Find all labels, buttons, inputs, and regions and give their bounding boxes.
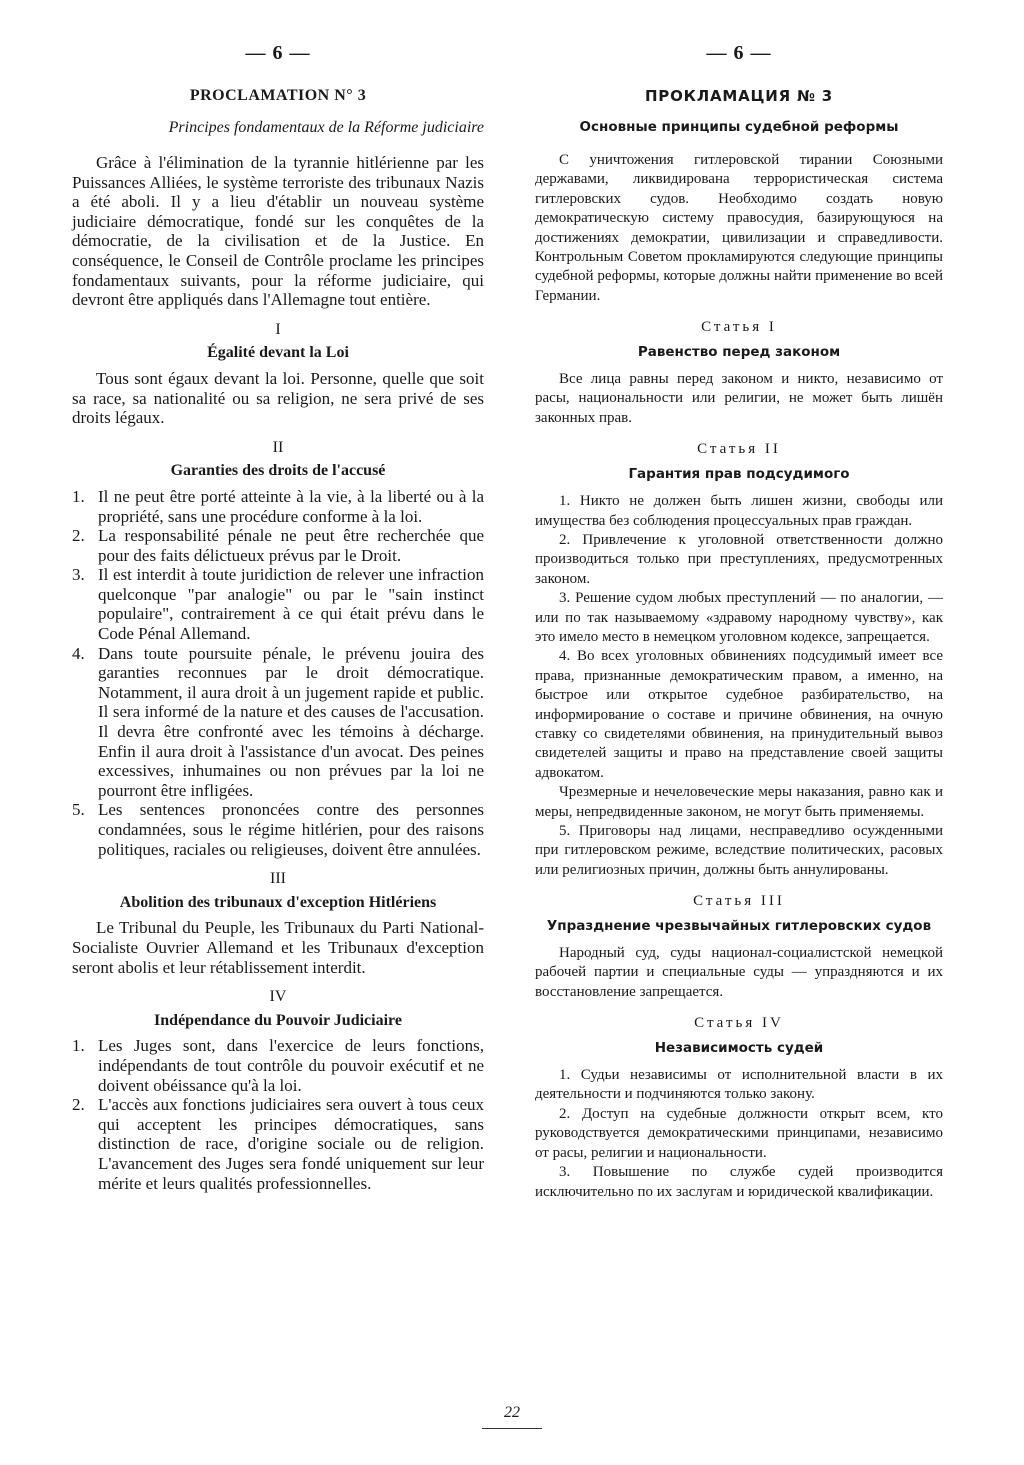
article-1-text-fr: Tous sont égaux devant la loi. Personne, quelle que soit sa race, sa nationalité ou sa religion, ne sera privé de ses droits légaux. xyxy=(72,368,484,428)
article-3-text-fr: Le Tribunal du Peuple, les Tribunaux du Parti National-Socialiste Ouvrier Allemand et les Tribunaux d'exception seront abolis et leur rétablissement interdit. xyxy=(72,918,484,977)
article-2-para-ru: 1. Никто не должен быть лишен жизни, свободы или имущества без соблюдения процессуальных прав граждан. xyxy=(535,493,943,529)
article-2-number-fr: II xyxy=(272,438,284,456)
article-4-para-ru: 3. Повышение по службе судей производится исключительно по их заслугам и юридической квалификации. xyxy=(535,1164,943,1200)
article-1-number-ru: Статья I xyxy=(701,319,777,336)
list-item: 2. L'accès aux fonctions judiciaires sera ouvert à tous ceux qui acceptent les principes démocratiques, sans distinction de race, d'origine sociale ou de religion. L'avancement des Juges sera fondé uniquement sur leur mérite et leurs qualités professionnelles. xyxy=(72,1095,484,1193)
article-2-para-ru: 5. Приговоры над лицами, несправедливо осужденными при гитлеровском режиме, вследствие политических, расовых или религиозных причин, должны быть аннулированы. xyxy=(535,823,943,878)
proclamation-subtitle-fr: Principes fondamentaux de la Réforme judiciaire xyxy=(168,119,484,136)
page-number-fr: — 6 — xyxy=(245,42,311,64)
article-1-number-fr: I xyxy=(275,320,281,338)
list-item: 3. Il est interdit à toute juridiction de relever une infraction quelconque "par analogie" ou par le "sain instinct populaire", contrairement à ce qui était prévu dans le Code Pénal Allemand. xyxy=(72,565,484,644)
article-1-text-ru: Все лица равны перед законом и никто, независимо от расы, национальности или религии, не может быть лишён законных прав. xyxy=(535,371,943,426)
proclamation-title-ru: ПРОКЛАМАЦИЯ № 3 xyxy=(644,87,834,105)
article-2-para-ru: 2. Привлечение к уголовной ответственности должно производиться только при преступлениях, предусмотренных законом. xyxy=(535,531,943,587)
article-4-title-fr: Indépendance du Pouvoir Judiciaire xyxy=(154,1011,402,1029)
article-4-number-ru: Статья IV xyxy=(694,1015,784,1032)
proclamation-title-fr: PROCLAMATION N° 3 xyxy=(189,87,367,104)
article-4-para-ru: 1. Судьи независимы от исполнительной власти в их деятельности и подчиняются только закону. xyxy=(535,1067,943,1103)
article-4-title-ru: Независимость судей xyxy=(654,1039,824,1056)
list-item: 1. Il ne peut être porté atteinte à la vie, à la liberté ou à la propriété, sans une procédure conforme à la loi. xyxy=(72,486,484,526)
list-item: 1. Les Juges sont, dans l'exercice de leurs fonctions, indépendants de tout contrôle du pouvoir exécutif et ne doivent obéissance qu'à la loi. xyxy=(72,1036,484,1095)
article-4-list-fr xyxy=(72,1036,484,1193)
list-item: 4. Dans toute poursuite pénale, le prévenu jouira des garanties reconnues par le droit démocratique. Notamment, il aura droit à un jugement rapide et public. Il sera informé de la nature et des causes de l'accusation. Il devra être confronté avec les témoins à décharge. Enfin il aura droit à l'assistance d'un avocat. Des peines excessives, inhumaines ou non prévues par la loi ne pourront être infligées. xyxy=(72,643,484,800)
article-3-text-ru: Народный суд, суды национал-социалистской немецкой рабочей партии и специальные суды — упраздняются и их восстановление запрещается. xyxy=(535,945,943,1000)
page-number-ru: — 6 — xyxy=(706,42,772,64)
article-2-list-fr xyxy=(72,487,484,859)
article-4-para-ru: 2. Доступ на судебные должности открыт всем, кто руководствуется демократическими принципами, независимо от расы, религии и национальности. xyxy=(535,1105,943,1161)
french-body xyxy=(72,153,484,1193)
french-column xyxy=(72,42,484,1193)
article-3-title-fr: Abolition des tribunaux d'exception Hitlériens xyxy=(119,893,437,911)
proclamation-subtitle-ru: Основные принципы судебной реформы xyxy=(579,119,899,135)
list-item: 2. La responsabilité pénale ne peut être recherchée que pour des faits délictueux prévus par le Droit. xyxy=(72,526,484,565)
article-3-title-ru: Упразднение чрезвычайных гитлеровских судов xyxy=(546,917,932,934)
article-2-para-ru: 4. Во всех уголовных обвинениях подсудимый имеет все права, признанные демократическим правом, а именно, на быстрое или открытое судебное разбирательство, на информирование о составе и причине обвинения, на очную ставку со свидетелями обвинения, на принудительный вывоз свидетелей защиты и право на представление своей защиты адвокатом. xyxy=(535,648,943,781)
russian-body xyxy=(535,151,943,1202)
article-2-para-ru: Чрезмерные и нечеловеческие меры наказания, равно как и меры, непредвиденные законом, не могут быть применяемы. xyxy=(535,784,943,820)
article-2-title-fr: Garanties des droits de l'accusé xyxy=(170,462,386,480)
article-1-title-fr: Égalité devant la Loi xyxy=(207,344,349,362)
list-item: 5. Les sentences prononcées contre des personnes condamnées, sous le régime hitlérien, pour des raisons politiques, raciales ou religieuses, doivent être annulées. xyxy=(72,800,484,859)
article-2-title-ru: Гарантия прав подсудимого xyxy=(628,465,850,482)
article-2-number-ru: Статья II xyxy=(697,441,781,458)
article-2-para-ru: 3. Решение судом любых преступлений — по аналогии, — или по так называемому «здравому народному чувству», как это имело место в немецком уголовном кодексе, запрещается. xyxy=(535,590,943,645)
russian-column xyxy=(535,42,943,1202)
article-3-number-fr: III xyxy=(270,870,286,888)
article-1-title-ru: Равенство перед законом xyxy=(637,343,841,360)
article-4-number-fr: IV xyxy=(269,988,287,1006)
article-3-number-ru: Статья III xyxy=(693,893,785,910)
intro-fr: Grâce à l'élimination de la tyrannie hitlérienne par les Puissances Alliées, le système terroriste des tribunaux Nazis a été aboli. Il y a lieu d'établir un nouveau système judiciaire démocratique, fondé sur les conquêtes de la démocratie, de la civilisation et de la Justice. En conséquence, le Conseil de Contrôle proclame les principes fondamentaux suivants, pour la réforme judiciaire, qui devront être appliqués dans l'Allemagne tout entière. xyxy=(72,153,484,310)
footer-rule xyxy=(482,1428,542,1429)
footer-page-number: 22 xyxy=(504,1404,520,1421)
intro-ru: С уничтожения гитлеровской тирании Союзными державами, ликвидирована террористическая система гитлеровских судов. Необходимо создать новую демократическую систему правосудия, базирующуюся на достижениях демократии, цивилизации и справедливости. Контрольным Советом прокламируются следующие принципы судебной реформы, которые должны найти применение во всей Германии. xyxy=(535,152,943,304)
